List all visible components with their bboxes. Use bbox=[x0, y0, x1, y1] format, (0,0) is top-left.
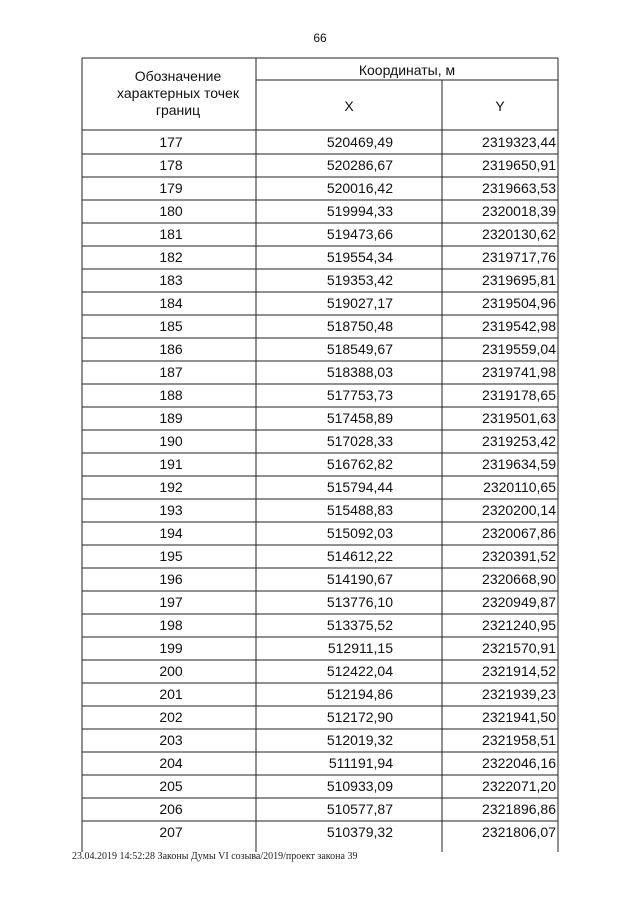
point-number: 187 bbox=[159, 364, 183, 380]
point-number: 203 bbox=[159, 732, 183, 748]
point-number: 207 bbox=[159, 824, 183, 840]
coord-x: 520016,42 bbox=[326, 180, 393, 196]
coord-x: 519353,42 bbox=[326, 272, 393, 288]
coord-x: 519027,17 bbox=[326, 295, 393, 311]
coord-x: 510577,87 bbox=[326, 801, 393, 817]
coord-y: 2320110,65 bbox=[483, 479, 556, 495]
table-row bbox=[82, 683, 558, 706]
table-row bbox=[82, 407, 558, 430]
coord-y: 2320668,90 bbox=[482, 571, 556, 587]
coord-y: 2319634,59 bbox=[482, 456, 556, 472]
table-row bbox=[82, 499, 558, 522]
coord-x: 519473,66 bbox=[326, 226, 393, 242]
coord-x: 518388,03 bbox=[326, 364, 393, 380]
point-number: 193 bbox=[159, 502, 183, 518]
table-row bbox=[82, 315, 558, 338]
point-number: 180 bbox=[159, 203, 183, 219]
point-number: 198 bbox=[159, 617, 183, 633]
point-number: 183 bbox=[159, 272, 183, 288]
coord-x: 516762,82 bbox=[326, 456, 393, 472]
table-row bbox=[82, 177, 558, 200]
header-coordinates: Координаты, м bbox=[358, 62, 456, 78]
coord-y: 2319650,91 bbox=[482, 157, 556, 173]
table-row bbox=[82, 200, 558, 223]
coord-x: 512019,32 bbox=[326, 732, 393, 748]
point-number: 186 bbox=[159, 341, 183, 357]
coord-y: 2321240,95 bbox=[482, 617, 556, 633]
point-number: 205 bbox=[159, 778, 183, 794]
coord-y: 2320200,14 bbox=[482, 502, 556, 518]
coord-y: 2320130,62 bbox=[482, 226, 556, 242]
coord-y: 2321914,52 bbox=[482, 663, 556, 679]
coord-x: 512911,15 bbox=[327, 640, 393, 656]
coord-x: 512194,86 bbox=[326, 686, 393, 702]
coord-x: 518750,48 bbox=[326, 318, 393, 334]
coord-y: 2319559,04 bbox=[482, 341, 556, 357]
point-number: 181 bbox=[159, 226, 183, 242]
coord-y: 2321939,23 bbox=[482, 686, 556, 702]
header-point-line-1: Обозначение bbox=[134, 68, 222, 84]
coord-x: 517753,73 bbox=[326, 387, 393, 403]
point-number: 182 bbox=[159, 249, 183, 265]
coord-y: 2319695,81 bbox=[482, 272, 556, 288]
table-row bbox=[82, 614, 558, 637]
point-number: 178 bbox=[159, 157, 183, 173]
coord-x: 510933,09 bbox=[326, 778, 393, 794]
coord-y: 2321570,91 bbox=[482, 640, 556, 656]
point-number: 200 bbox=[159, 663, 183, 679]
table-row bbox=[82, 453, 558, 476]
table-row bbox=[82, 775, 558, 798]
coord-x: 518549,67 bbox=[326, 341, 393, 357]
table-row bbox=[82, 269, 558, 292]
coord-y: 2321941,50 bbox=[482, 709, 556, 725]
coord-x: 519994,33 bbox=[326, 203, 393, 219]
coord-y: 2319741,98 bbox=[482, 364, 556, 380]
point-number: 185 bbox=[159, 318, 183, 334]
table-row bbox=[82, 154, 558, 177]
coord-x: 519554,34 bbox=[326, 249, 393, 265]
coord-y: 2319178,65 bbox=[482, 387, 556, 403]
table-row bbox=[82, 522, 558, 545]
table-row bbox=[82, 752, 558, 775]
point-number: 204 bbox=[159, 755, 183, 771]
point-number: 197 bbox=[159, 594, 183, 610]
point-number: 202 bbox=[159, 709, 183, 725]
coord-x: 514190,67 bbox=[326, 571, 393, 587]
coord-y: 2321896,86 bbox=[482, 801, 556, 817]
coord-x: 520469,49 bbox=[326, 134, 393, 150]
table-row bbox=[82, 637, 558, 660]
coord-x: 514612,22 bbox=[326, 548, 393, 564]
table-row bbox=[82, 131, 558, 154]
table-row bbox=[82, 545, 558, 568]
coord-y: 2319323,44 bbox=[482, 134, 556, 150]
coord-y: 2320949,87 bbox=[482, 594, 556, 610]
coord-x: 513375,52 bbox=[326, 617, 393, 633]
table-row bbox=[82, 246, 558, 269]
point-number: 177 bbox=[159, 134, 183, 150]
coord-y: 2320391,52 bbox=[482, 548, 556, 564]
header-point-line-3: границ bbox=[155, 102, 201, 118]
coord-x: 513776,10 bbox=[326, 594, 393, 610]
table-row bbox=[82, 729, 558, 752]
point-number: 199 bbox=[159, 640, 183, 656]
coord-y: 2319717,76 bbox=[482, 249, 556, 265]
point-number: 206 bbox=[159, 801, 183, 817]
header-x: X bbox=[344, 98, 354, 114]
point-number: 192 bbox=[159, 479, 183, 495]
point-number: 188 bbox=[159, 387, 183, 403]
coord-x: 512172,90 bbox=[326, 709, 393, 725]
coord-x: 517458,89 bbox=[326, 410, 393, 426]
coord-x: 520286,67 bbox=[326, 157, 393, 173]
coord-y: 2321958,51 bbox=[482, 732, 556, 748]
coord-x: 515488,83 bbox=[326, 502, 393, 518]
coord-x: 517028,33 bbox=[326, 433, 393, 449]
table-row bbox=[82, 292, 558, 315]
coord-x: 511191,94 bbox=[328, 755, 393, 771]
point-number: 196 bbox=[159, 571, 183, 587]
coord-y: 2319504,96 bbox=[482, 295, 556, 311]
point-number: 195 bbox=[159, 548, 183, 564]
point-number: 184 bbox=[159, 295, 183, 311]
point-number: 194 bbox=[159, 525, 183, 541]
coord-y: 2319663,53 bbox=[482, 180, 556, 196]
header-y: Y bbox=[495, 98, 505, 114]
header-point-designation bbox=[100, 68, 256, 119]
table-row bbox=[82, 384, 558, 407]
coord-y: 2319501,63 bbox=[482, 410, 556, 426]
table-row bbox=[82, 476, 558, 499]
table-row bbox=[82, 821, 558, 844]
coord-x: 510379,32 bbox=[326, 824, 393, 840]
table-row bbox=[82, 798, 558, 821]
point-number: 189 bbox=[159, 410, 183, 426]
coord-x: 512422,04 bbox=[326, 663, 393, 679]
table-row bbox=[82, 591, 558, 614]
point-number: 191 bbox=[159, 456, 183, 472]
table-row bbox=[82, 338, 558, 361]
point-number: 201 bbox=[159, 686, 183, 702]
point-number: 190 bbox=[159, 433, 183, 449]
table-row bbox=[82, 430, 558, 453]
table-row bbox=[82, 568, 558, 591]
document-footer: 23.04.2019 14:52:28 Законы Думы VI созыва/2019/проект закона 39 bbox=[72, 851, 358, 862]
coord-y: 2321806,07 bbox=[482, 824, 556, 840]
coord-y: 2322071,20 bbox=[482, 778, 556, 794]
table-row bbox=[82, 361, 558, 384]
table-row bbox=[82, 223, 558, 246]
coord-y: 2319542,98 bbox=[482, 318, 556, 334]
page-number: 66 bbox=[313, 31, 327, 45]
coord-y: 2320018,39 bbox=[482, 203, 556, 219]
coord-y: 2322046,16 bbox=[482, 755, 556, 771]
table-row bbox=[82, 706, 558, 729]
coord-y: 2320067,86 bbox=[482, 525, 556, 541]
coord-x: 515092,03 bbox=[326, 525, 393, 541]
point-number: 179 bbox=[159, 180, 183, 196]
coord-x: 515794,44 bbox=[326, 479, 393, 495]
coord-y: 2319253,42 bbox=[482, 433, 556, 449]
table-row bbox=[82, 660, 558, 683]
header-point-line-2: характерных точек bbox=[117, 85, 239, 101]
